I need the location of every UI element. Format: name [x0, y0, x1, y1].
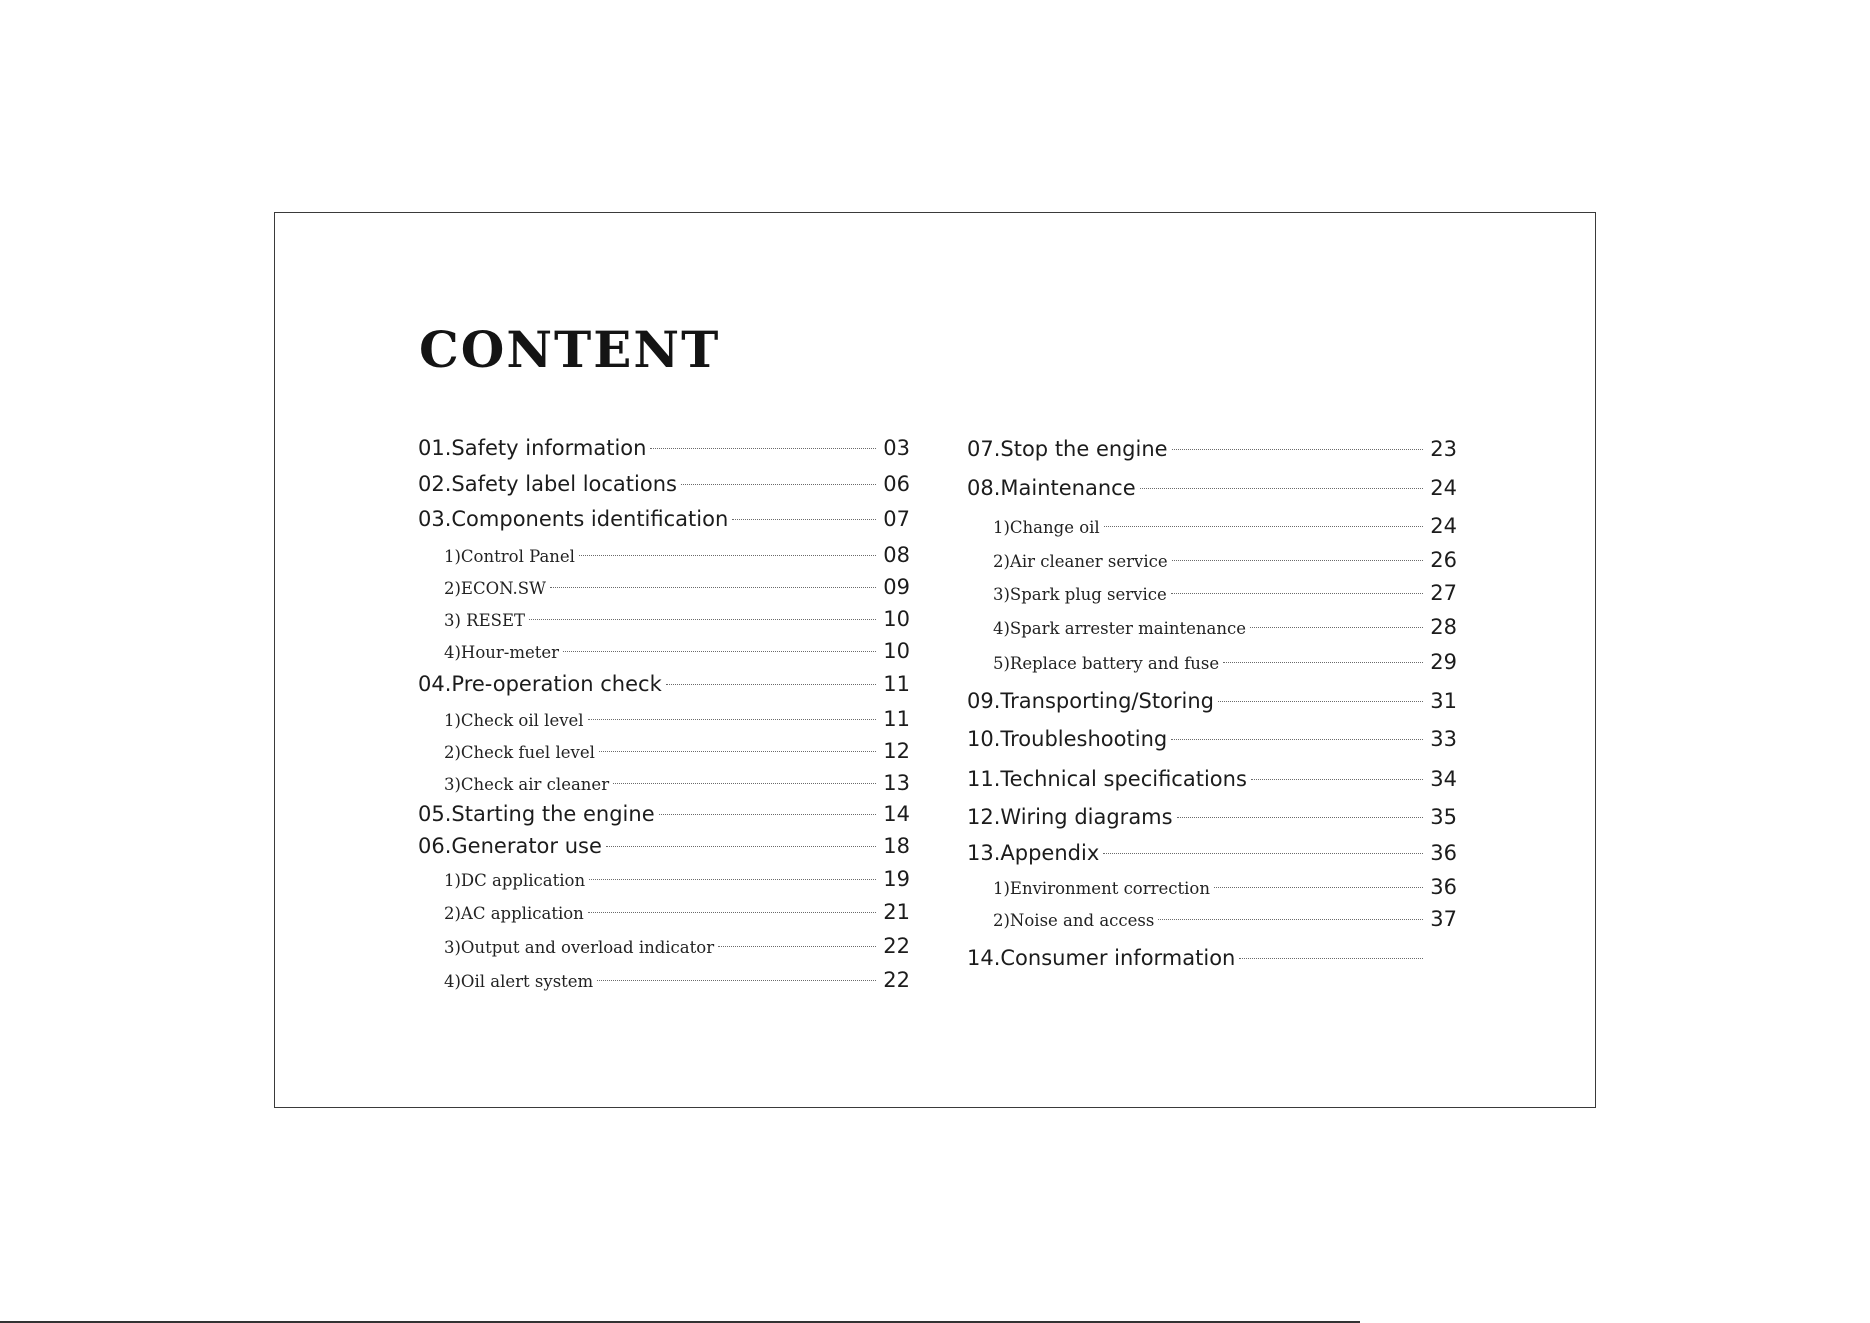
toc-entry-page: 31	[1430, 689, 1457, 713]
toc-entry	[444, 575, 910, 599]
toc-entry	[418, 834, 910, 858]
toc-entry-page: 12	[883, 739, 910, 763]
toc-entry-page: 36	[1430, 841, 1457, 865]
toc-entry-label: 1)Change oil	[993, 518, 1100, 537]
toc-leader-dots	[597, 980, 876, 981]
toc-entry	[967, 689, 1457, 713]
toc-entry-page: 22	[883, 968, 910, 992]
toc-entry-page: 07	[883, 507, 910, 531]
toc-entry-label: 3)Spark plug service	[993, 585, 1167, 604]
toc-entry	[967, 727, 1457, 751]
toc-entry	[993, 548, 1457, 572]
toc-entry-label: 01.Safety information	[418, 436, 647, 460]
toc-entry	[444, 707, 910, 731]
toc-entry	[418, 507, 910, 531]
toc-entry-page: 23	[1430, 437, 1457, 461]
toc-entry	[444, 968, 910, 992]
toc-entry-page: 11	[883, 672, 910, 696]
toc-leader-dots	[1171, 593, 1423, 594]
toc-entry	[967, 437, 1457, 461]
toc-entry-label: 09.Transporting/Storing	[967, 689, 1215, 713]
toc-entry-page: 06	[883, 472, 910, 496]
toc-leader-dots	[588, 912, 876, 913]
toc-leader-dots	[550, 587, 876, 588]
toc-entry	[418, 802, 910, 826]
toc-entry	[444, 867, 910, 891]
toc-entry	[993, 615, 1457, 639]
toc-leader-dots	[1158, 919, 1423, 920]
toc-entry	[967, 946, 1457, 970]
toc-entry	[967, 805, 1457, 829]
toc-entry-page: 19	[883, 867, 910, 891]
toc-entry-page: 13	[883, 771, 910, 795]
toc-entry-page: 28	[1430, 615, 1457, 639]
toc-entry	[444, 639, 910, 663]
toc-entry-page: 35	[1430, 805, 1457, 829]
toc-entry	[993, 907, 1457, 931]
toc-entry-label: 2)ECON.SW	[444, 579, 547, 598]
toc-leader-dots	[1218, 701, 1423, 702]
toc-entry-page: 24	[1430, 476, 1457, 500]
toc-entry	[444, 607, 910, 631]
toc-entry-label: 3) RESET	[444, 611, 526, 630]
toc-leader-dots	[1140, 488, 1423, 489]
toc-entry-label: 05.Starting the engine	[418, 802, 655, 826]
toc-entry	[444, 900, 910, 924]
toc-entry-page: 10	[883, 639, 910, 663]
toc-entry-label: 3)Check air cleaner	[444, 775, 610, 794]
toc-entry-label: 4)Hour-meter	[444, 643, 560, 662]
toc-leader-dots	[529, 619, 876, 620]
toc-entry	[993, 650, 1457, 674]
toc-entry-label: 12.Wiring diagrams	[967, 805, 1173, 829]
toc-entry-page: 27	[1430, 581, 1457, 605]
toc-entry-page: 26	[1430, 548, 1457, 572]
toc-entry-page: 21	[883, 900, 910, 924]
toc-leader-dots	[563, 651, 876, 652]
toc-leader-dots	[666, 684, 876, 685]
toc-leader-dots	[1103, 853, 1423, 854]
toc-leader-dots	[1177, 817, 1423, 818]
toc-entry	[444, 543, 910, 567]
toc-leader-dots	[613, 783, 876, 784]
toc-entry-label: 4)Oil alert system	[444, 972, 594, 991]
toc-entry-label: 02.Safety label locations	[418, 472, 677, 496]
toc-entry-page: 22	[883, 934, 910, 958]
toc-entry-page: 34	[1430, 767, 1457, 791]
toc-leader-dots	[1214, 887, 1423, 888]
toc-entry-label: 1)Control Panel	[444, 547, 575, 566]
toc-leader-dots	[659, 814, 876, 815]
toc-entry-label: 1)Environment correction	[993, 879, 1210, 898]
toc-entry	[993, 514, 1457, 538]
toc-entry-label: 4)Spark arrester maintenance	[993, 619, 1247, 638]
toc-entry-label: 08.Maintenance	[967, 476, 1136, 500]
toc-entry-page: 14	[883, 802, 910, 826]
toc-entry-page: 29	[1430, 650, 1457, 674]
toc-entry-label: 10.Troubleshooting	[967, 727, 1168, 751]
toc-leader-dots	[1223, 662, 1423, 663]
toc-leader-dots	[1104, 526, 1423, 527]
toc-entry-label: 07.Stop the engine	[967, 437, 1168, 461]
content-title: CONTENT	[419, 320, 721, 379]
toc-entry-label: 13.Appendix	[967, 841, 1100, 865]
toc-entry-page: 10	[883, 607, 910, 631]
toc-entry-page: 08	[883, 543, 910, 567]
toc-entry-page: 18	[883, 834, 910, 858]
toc-entry-page: 37	[1430, 907, 1457, 931]
toc-leader-dots	[681, 484, 876, 485]
toc-entry-page: 36	[1430, 875, 1457, 899]
toc-leader-dots	[732, 519, 876, 520]
toc-leader-dots	[579, 555, 876, 556]
toc-entry-label: 1)Check oil level	[444, 711, 584, 730]
toc-leader-dots	[606, 846, 876, 847]
toc-entry-label: 2)Air cleaner service	[993, 552, 1168, 571]
toc-leader-dots	[650, 448, 876, 449]
toc-entry	[418, 472, 910, 496]
toc-entry-label: 3)Output and overload indicator	[444, 938, 715, 957]
toc-leader-dots	[718, 946, 876, 947]
toc-entry	[993, 875, 1457, 899]
toc-entry-label: 03.Components identification	[418, 507, 729, 531]
toc-entry	[418, 672, 910, 696]
bottom-rule	[0, 1321, 1360, 1323]
toc-entry	[444, 771, 910, 795]
toc-leader-dots	[589, 879, 876, 880]
toc-entry-label: 04.Pre-operation check	[418, 672, 662, 696]
toc-entry	[967, 841, 1457, 865]
toc-entry-label: 06.Generator use	[418, 834, 602, 858]
toc-entry	[993, 581, 1457, 605]
toc-leader-dots	[1172, 560, 1423, 561]
toc-leader-dots	[1251, 779, 1423, 780]
toc-entry-label: 1)DC application	[444, 871, 586, 890]
toc-entry-label: 14.Consumer information	[967, 946, 1236, 970]
toc-entry-page: 09	[883, 575, 910, 599]
toc-entry	[444, 934, 910, 958]
toc-entry-label: 2)Noise and access	[993, 911, 1155, 930]
toc-entry-page: 03	[883, 436, 910, 460]
toc-entry	[967, 767, 1457, 791]
toc-entry	[967, 476, 1457, 500]
toc-entry-label: 11.Technical specifications	[967, 767, 1247, 791]
toc-entry-label: 5)Replace battery and fuse	[993, 654, 1220, 673]
toc-entry	[444, 739, 910, 763]
toc-entry	[418, 436, 910, 460]
toc-entry-page: 33	[1430, 727, 1457, 751]
toc-entry-page: 24	[1430, 514, 1457, 538]
toc-leader-dots	[599, 751, 876, 752]
toc-entry-label: 2)AC application	[444, 904, 584, 923]
toc-leader-dots	[588, 719, 876, 720]
toc-entry-label: 2)Check fuel level	[444, 743, 595, 762]
toc-leader-dots	[1172, 449, 1423, 450]
toc-leader-dots	[1171, 739, 1423, 740]
toc-leader-dots	[1250, 627, 1423, 628]
toc-entry-page: 11	[883, 707, 910, 731]
toc-leader-dots	[1239, 958, 1423, 959]
